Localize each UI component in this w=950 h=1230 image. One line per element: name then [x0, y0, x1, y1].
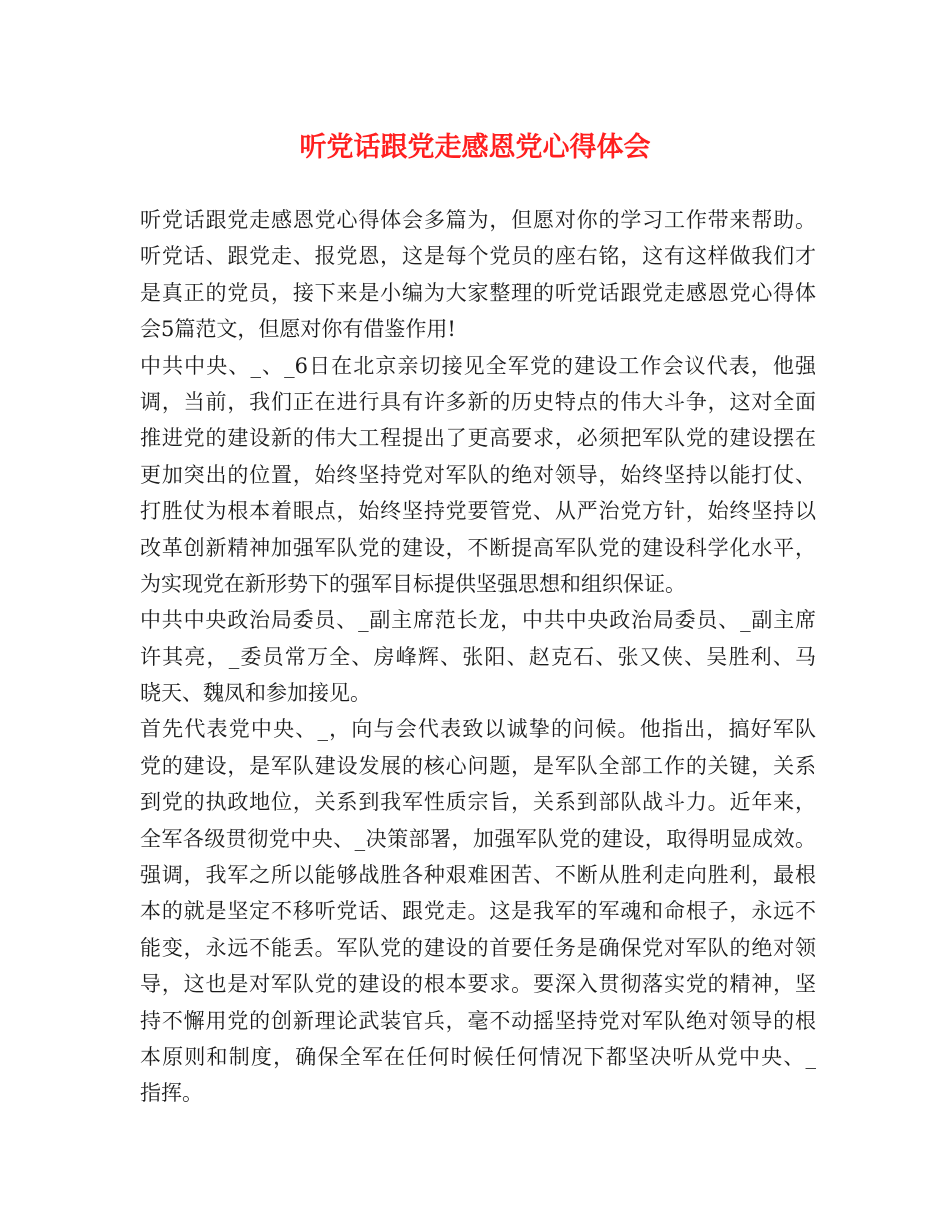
text-line: 全军各级贯彻党中央、_决策部署，加强军队党的建设，取得明显成效。 — [140, 826, 816, 851]
text-line: 中共中央、_、_6日在北京亲切接见全军党的建设工作会议代表，他强 — [140, 353, 816, 378]
text-line: 打胜仗为根本着眼点，始终坚持党要管党、从严治党方针，始终坚持以 — [140, 499, 816, 524]
text-line: 能变，永远不能丢。军队党的建设的首要任务是确保党对军队的绝对领 — [140, 935, 816, 960]
text-line: 许其亮，_委员常万全、房峰辉、张阳、赵克石、张又侠、吴胜利、马 — [140, 644, 816, 669]
document-body — [140, 202, 816, 1112]
text-line: 听党话、跟党走、报党恩，这是每个党员的座右铭，这有这样做我们才 — [140, 244, 816, 269]
text-line: 晓天、魏凤和参加接见。 — [140, 681, 371, 706]
text-line: 听党话跟党走感恩党心得体会多篇为，但愿对你的学习工作带来帮助。 — [140, 208, 816, 232]
text-line: 强调，我军之所以能够战胜各种艰难困苦、不断从胜利走向胜利，最根 — [140, 863, 816, 888]
text-line: 推进党的建设新的伟大工程提出了更高要求，必须把军队党的建设摆在 — [140, 426, 816, 451]
text-line: 持不懈用党的创新理论武装官兵，毫不动摇坚持党对军队绝对领导的根 — [140, 1008, 816, 1033]
text-line: 本的就是坚定不移听党话、跟党走。这是我军的军魂和命根子，永远不 — [140, 899, 816, 924]
text-line: 首先代表党中央、_，向与会代表致以诚挚的问候。他指出，搞好军队 — [140, 717, 816, 742]
text-line: 党的建设，是军队建设发展的核心问题，是军队全部工作的关键，关系 — [140, 753, 816, 778]
text-line: 本原则和制度，确保全军在任何时候任何情况下都坚决听从党中央、_ — [140, 1044, 816, 1069]
text-line: 中共中央政治局委员、_副主席范长龙，中共中央政治局委员、_副主席 — [140, 608, 816, 633]
text-line: 调，当前，我们正在进行具有许多新的历史特点的伟大斗争，这对全面 — [140, 389, 816, 414]
text-line: 是真正的党员，接下来是小编为大家整理的听党话跟党走感恩党心得体 — [140, 280, 816, 305]
text-line: 更加突出的位置，始终坚持党对军队的绝对领导，始终坚持以能打仗、 — [140, 462, 816, 487]
document-title: 听党话跟党走感恩党心得体会 — [299, 132, 651, 163]
text-line: 指挥。 — [140, 1081, 203, 1106]
text-line: 为实现党在新形势下的强军目标提供坚强思想和组织保证。 — [140, 571, 686, 596]
text-line: 会5篇范文，但愿对你有借鉴作用! — [140, 317, 456, 342]
text-line: 导，这也是对军队党的建设的根本要求。要深入贯彻落实党的精神，坚 — [140, 972, 816, 997]
text-line: 到党的执政地位，关系到我军性质宗旨，关系到部队战斗力。近年来， — [140, 790, 816, 815]
text-line: 改革创新精神加强军队党的建设，不断提高军队党的建设科学化水平， — [140, 535, 816, 560]
